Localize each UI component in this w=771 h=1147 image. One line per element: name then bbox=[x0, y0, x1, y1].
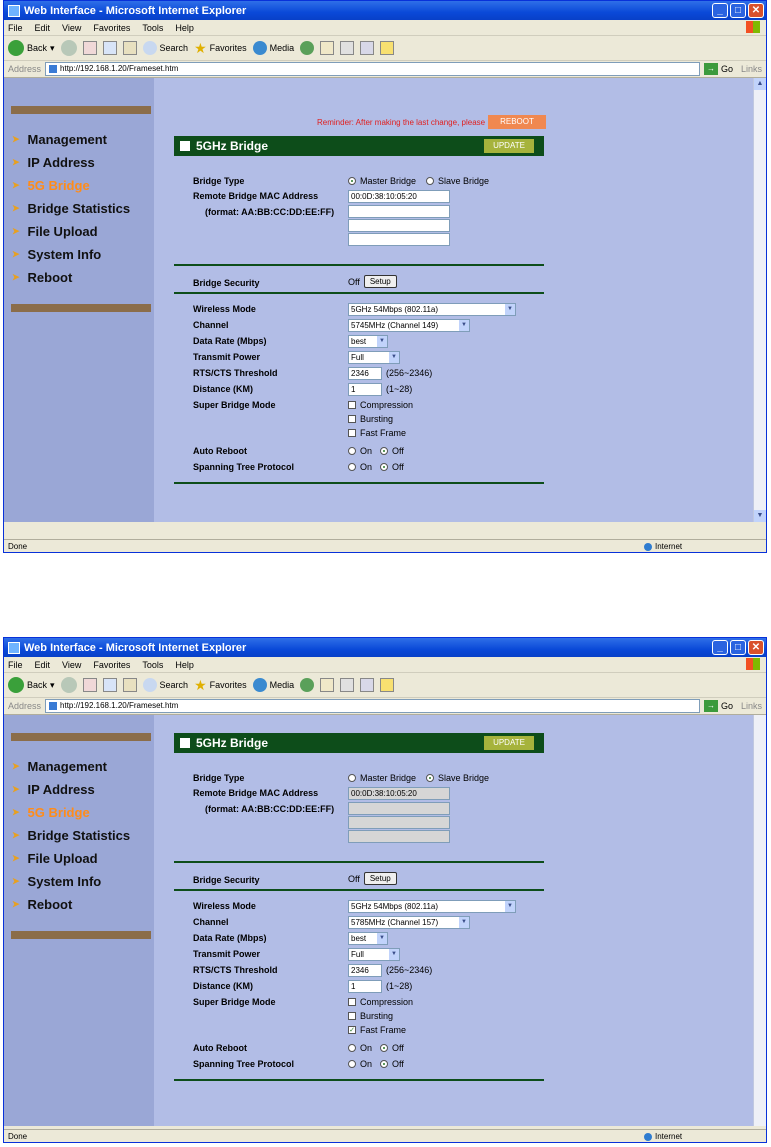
menu-edit[interactable]: Edit bbox=[34, 22, 51, 33]
bursting-option: Bursting bbox=[348, 414, 393, 424]
data-rate-select[interactable]: best ▼ bbox=[348, 932, 388, 945]
arrow-icon: ➤ bbox=[12, 226, 20, 236]
label-mac-format: (format: AA:BB:CC:DD:EE:FF) bbox=[205, 804, 335, 814]
chevron-down-icon: ▼ bbox=[389, 352, 399, 363]
maximize-button[interactable]: □ bbox=[730, 640, 746, 655]
radio-master-bridge[interactable] bbox=[348, 774, 356, 782]
radio-slave-bridge[interactable] bbox=[426, 177, 434, 185]
sidebar-item-management[interactable]: ➤ Management bbox=[12, 759, 108, 774]
windows-logo-icon bbox=[746, 21, 760, 33]
channel-select[interactable]: 5745MHz (Channel 149) ▼ bbox=[348, 319, 470, 332]
radio-stp-off[interactable] bbox=[380, 463, 388, 471]
arrow-icon: ➤ bbox=[12, 134, 20, 144]
setup-button[interactable]: Setup bbox=[364, 872, 397, 885]
close-button[interactable]: ✕ bbox=[748, 640, 764, 655]
transmit-power-select[interactable]: Full ▼ bbox=[348, 948, 400, 961]
label-data-rate: Data Rate (Mbps) bbox=[193, 933, 267, 943]
arrow-icon: ➤ bbox=[12, 180, 20, 190]
label-channel: Channel bbox=[193, 320, 229, 330]
distance-range: (1~28) bbox=[386, 981, 413, 991]
back-arrow-icon bbox=[8, 677, 24, 693]
home-icon[interactable] bbox=[123, 678, 137, 692]
security-status: Off bbox=[348, 873, 360, 884]
rts-input[interactable]: 2346 bbox=[348, 367, 382, 380]
bridge-security-control bbox=[348, 275, 397, 288]
label-bridge-type: Bridge Type bbox=[193, 773, 245, 783]
menu-help[interactable]: Help bbox=[175, 659, 194, 670]
arrow-icon: ➤ bbox=[12, 807, 20, 817]
arrow-icon: ➤ bbox=[12, 876, 20, 886]
compression-checkbox[interactable] bbox=[348, 401, 356, 409]
search-button[interactable]: Search bbox=[143, 41, 189, 55]
go-button[interactable]: → Go bbox=[704, 700, 733, 712]
favorites-button[interactable]: ★ Favorites bbox=[194, 39, 247, 56]
mail-icon[interactable] bbox=[320, 678, 334, 692]
chevron-down-icon: ▼ bbox=[459, 320, 469, 331]
menu-bar bbox=[4, 657, 766, 673]
rts-range: (256~2346) bbox=[386, 368, 433, 378]
label-rts: RTS/CTS Threshold bbox=[193, 965, 278, 975]
menu-help[interactable]: Help bbox=[175, 22, 194, 33]
favorites-button[interactable]: ★ Favorites bbox=[194, 676, 247, 693]
chevron-down-icon: ▼ bbox=[377, 336, 387, 347]
chevron-down-icon: ▼ bbox=[459, 917, 469, 928]
star-icon: ★ bbox=[194, 39, 207, 56]
scroll-down-icon[interactable]: ▼ bbox=[754, 510, 766, 522]
sidebar-divider bbox=[11, 106, 151, 114]
forward-button[interactable] bbox=[61, 40, 77, 56]
fast-frame-option: Fast Frame bbox=[348, 428, 406, 438]
mac-address-input-3[interactable] bbox=[348, 816, 450, 829]
home-icon[interactable] bbox=[123, 41, 137, 55]
sidebar-item-system-info[interactable]: ➤ System Info bbox=[12, 247, 102, 262]
browser-window-2 bbox=[3, 637, 767, 1143]
mac-address-input-4[interactable] bbox=[348, 830, 450, 843]
security-status: Off bbox=[348, 276, 360, 287]
arrow-icon: ➤ bbox=[12, 157, 20, 167]
back-button[interactable]: Back ▾ bbox=[8, 40, 55, 56]
sidebar-item-file-upload[interactable]: ➤ File Upload bbox=[12, 224, 98, 239]
arrow-icon: ➤ bbox=[12, 203, 20, 213]
label-distance: Distance (KM) bbox=[193, 384, 254, 394]
label-super-bridge: Super Bridge Mode bbox=[193, 997, 276, 1007]
label-remote-mac: Remote Bridge MAC Address bbox=[193, 191, 319, 201]
sidebar-divider bbox=[11, 304, 151, 312]
arrow-icon: ➤ bbox=[12, 761, 20, 771]
menu-tools[interactable]: Tools bbox=[142, 22, 164, 33]
mail-icon[interactable] bbox=[320, 41, 334, 55]
toolbar bbox=[4, 36, 766, 61]
menu-file[interactable]: File bbox=[8, 22, 23, 33]
data-rate-select[interactable]: best ▼ bbox=[348, 335, 388, 348]
vertical-scrollbar[interactable] bbox=[753, 715, 766, 1126]
update-button[interactable]: UPDATE bbox=[484, 736, 534, 750]
menu-file[interactable]: File bbox=[8, 659, 23, 670]
main-panel bbox=[154, 715, 754, 1126]
sidebar-item-file-upload[interactable]: ➤ File Upload bbox=[12, 851, 98, 866]
section-header bbox=[174, 136, 544, 156]
label-stp: Spanning Tree Protocol bbox=[193, 1059, 295, 1069]
go-button[interactable]: → Go bbox=[704, 63, 733, 75]
search-icon bbox=[143, 678, 157, 692]
label-channel: Channel bbox=[193, 917, 229, 927]
arrow-icon: ➤ bbox=[12, 830, 20, 840]
bridge-icon bbox=[180, 738, 190, 748]
label-transmit-power: Transmit Power bbox=[193, 352, 261, 362]
address-input[interactable]: http://192.168.1.20/Frameset.htm bbox=[45, 699, 700, 713]
radio-auto-reboot-off[interactable] bbox=[380, 447, 388, 455]
media-icon bbox=[253, 41, 267, 55]
fast-frame-checkbox[interactable] bbox=[348, 429, 356, 437]
compression-checkbox[interactable] bbox=[348, 998, 356, 1006]
maximize-button[interactable]: □ bbox=[730, 3, 746, 18]
chevron-down-icon: ▼ bbox=[377, 933, 387, 944]
minimize-button[interactable]: _ bbox=[712, 640, 728, 655]
toolbar bbox=[4, 673, 766, 698]
arrow-icon: ➤ bbox=[12, 784, 20, 794]
sidebar-item-ip-address[interactable]: ➤ IP Address bbox=[12, 155, 95, 170]
wireless-mode-select[interactable]: 5GHz 54Mbps (802.11a) ▼ bbox=[348, 900, 516, 913]
links-label[interactable]: Links bbox=[740, 64, 762, 74]
edit-icon[interactable] bbox=[360, 678, 374, 692]
menu-view[interactable]: View bbox=[62, 22, 82, 33]
browser-window-1 bbox=[3, 0, 767, 553]
page-content bbox=[4, 78, 766, 522]
address-input[interactable]: http://192.168.1.20/Frameset.htm bbox=[45, 62, 700, 76]
menu-edit[interactable]: Edit bbox=[34, 659, 51, 670]
menu-favorites[interactable]: Favorites bbox=[93, 659, 131, 670]
label-stp: Spanning Tree Protocol bbox=[193, 462, 295, 472]
sidebar bbox=[4, 715, 154, 1126]
sidebar-item-system-info[interactable]: ➤ System Info bbox=[12, 874, 102, 889]
radio-stp-off[interactable] bbox=[380, 1060, 388, 1068]
sidebar-divider bbox=[11, 733, 151, 741]
mac-address-input-2[interactable] bbox=[348, 205, 450, 218]
history-icon[interactable] bbox=[300, 41, 314, 55]
print-icon[interactable] bbox=[340, 678, 354, 692]
globe-icon bbox=[644, 1133, 652, 1141]
links-label[interactable]: Links bbox=[740, 701, 762, 711]
bursting-checkbox[interactable] bbox=[348, 1012, 356, 1020]
label-bridge-security: Bridge Security bbox=[193, 278, 260, 288]
sidebar-item-ip-address[interactable]: ➤ IP Address bbox=[12, 782, 95, 797]
auto-reboot-options: On Off bbox=[348, 1043, 404, 1053]
fast-frame-checkbox[interactable]: ✓ bbox=[349, 1027, 355, 1034]
refresh-icon[interactable] bbox=[103, 678, 117, 692]
windows-logo-icon bbox=[746, 658, 760, 670]
address-bar bbox=[4, 698, 766, 715]
wireless-settings bbox=[174, 292, 544, 502]
label-remote-mac: Remote Bridge MAC Address bbox=[193, 788, 319, 798]
distance-input[interactable]: 1 bbox=[348, 980, 382, 993]
refresh-icon[interactable] bbox=[103, 41, 117, 55]
scroll-up-icon[interactable]: ▲ bbox=[754, 78, 766, 90]
bridge-type-options: Master Bridge Slave Bridge bbox=[348, 176, 489, 186]
sidebar-item-bridge-statistics[interactable]: ➤ Bridge Statistics bbox=[12, 828, 131, 843]
section-title: 5GHz Bridge bbox=[196, 139, 269, 153]
label-bridge-security: Bridge Security bbox=[193, 875, 260, 885]
sidebar-item-bridge-statistics[interactable]: ➤ Bridge Statistics bbox=[12, 201, 131, 216]
globe-icon bbox=[644, 543, 652, 551]
window-title: Web Interface - Microsoft Internet Explorer bbox=[24, 641, 247, 654]
title-bar bbox=[4, 1, 766, 20]
sidebar-item-5g-bridge[interactable]: ➤ 5G Bridge bbox=[12, 178, 90, 193]
rts-range: (256~2346) bbox=[386, 965, 433, 975]
go-arrow-icon: → bbox=[704, 700, 718, 712]
section-title: 5GHz Bridge bbox=[196, 736, 269, 750]
radio-auto-reboot-on[interactable] bbox=[348, 1044, 356, 1052]
arrow-icon: ➤ bbox=[12, 249, 20, 259]
mac-address-input-1[interactable]: 00:0D:38:10:05:20 bbox=[348, 190, 450, 203]
menu-tools[interactable]: Tools bbox=[142, 659, 164, 670]
mac-address-input-1[interactable]: 00:0D:38:10:05:20 bbox=[348, 787, 450, 800]
label-auto-reboot: Auto Reboot bbox=[193, 446, 247, 456]
zone-indicator: Internet bbox=[644, 542, 682, 551]
sidebar-item-reboot[interactable]: ➤ Reboot bbox=[12, 897, 73, 912]
vertical-scrollbar[interactable] bbox=[753, 78, 766, 522]
radio-auto-reboot-on[interactable] bbox=[348, 447, 356, 455]
compression-option: Compression bbox=[348, 400, 413, 410]
label-data-rate: Data Rate (Mbps) bbox=[193, 336, 267, 346]
section-header bbox=[174, 733, 544, 753]
zone-indicator: Internet bbox=[644, 1132, 682, 1141]
arrow-icon: ➤ bbox=[12, 853, 20, 863]
label-auto-reboot: Auto Reboot bbox=[193, 1043, 247, 1053]
label-wireless-mode: Wireless Mode bbox=[193, 304, 256, 314]
main-panel bbox=[154, 78, 754, 522]
bridge-icon bbox=[180, 141, 190, 151]
messenger-icon[interactable] bbox=[380, 41, 394, 55]
distance-input[interactable]: 1 bbox=[348, 383, 382, 396]
label-mac-format: (format: AA:BB:CC:DD:EE:FF) bbox=[205, 207, 335, 217]
media-button[interactable]: Media bbox=[253, 41, 295, 55]
close-button[interactable]: ✕ bbox=[748, 3, 764, 18]
status-text: Done bbox=[8, 1132, 28, 1141]
sidebar-item-reboot[interactable]: ➤ Reboot bbox=[12, 270, 73, 285]
mac-address-input-3[interactable] bbox=[348, 219, 450, 232]
label-distance: Distance (KM) bbox=[193, 981, 254, 991]
sidebar-item-management[interactable]: ➤ Management bbox=[12, 132, 108, 147]
menu-bar bbox=[4, 20, 766, 36]
setup-button[interactable]: Setup bbox=[364, 275, 397, 288]
back-button[interactable]: Back ▾ bbox=[8, 677, 55, 693]
radio-auto-reboot-off[interactable] bbox=[380, 1044, 388, 1052]
radio-stp-on[interactable] bbox=[348, 1060, 356, 1068]
sidebar bbox=[4, 78, 154, 522]
fast-frame-option: ✓ Fast Frame bbox=[349, 1025, 407, 1035]
menu-view[interactable]: View bbox=[62, 659, 82, 670]
menu-favorites[interactable]: Favorites bbox=[93, 22, 131, 33]
minimize-button[interactable]: _ bbox=[712, 3, 728, 18]
stp-options: On Off bbox=[348, 1059, 404, 1069]
label-rts: RTS/CTS Threshold bbox=[193, 368, 278, 378]
star-icon: ★ bbox=[194, 676, 207, 693]
bridge-type-options: Master Bridge Slave Bridge bbox=[348, 773, 489, 783]
status-bar bbox=[4, 1129, 766, 1143]
status-text: Done bbox=[8, 542, 28, 551]
transmit-power-select[interactable]: Full ▼ bbox=[348, 351, 400, 364]
reminder-text: Reminder: After making the last change, please bbox=[317, 118, 486, 127]
wireless-settings bbox=[174, 889, 544, 1089]
edit-icon[interactable] bbox=[360, 41, 374, 55]
stop-icon[interactable] bbox=[83, 41, 97, 55]
reboot-button[interactable]: REBOOT bbox=[488, 115, 546, 129]
stp-options: On Off bbox=[348, 462, 404, 472]
search-button[interactable]: Search bbox=[143, 678, 189, 692]
arrow-icon: ➤ bbox=[12, 899, 20, 909]
chevron-down-icon: ▼ bbox=[505, 304, 515, 315]
bridge-security-control bbox=[348, 872, 397, 885]
messenger-icon[interactable] bbox=[380, 678, 394, 692]
status-bar bbox=[4, 539, 766, 553]
bursting-option: Bursting bbox=[348, 1011, 393, 1021]
stop-icon[interactable] bbox=[83, 678, 97, 692]
address-label: Address bbox=[8, 701, 42, 711]
rts-input[interactable]: 2346 bbox=[348, 964, 382, 977]
ie-icon bbox=[8, 5, 20, 17]
update-button[interactable]: UPDATE bbox=[484, 139, 534, 153]
auto-reboot-options: On Off bbox=[348, 446, 404, 456]
window-title: Web Interface - Microsoft Internet Explorer bbox=[24, 4, 247, 17]
channel-select[interactable]: 5785MHz (Channel 157) ▼ bbox=[348, 916, 470, 929]
page-content bbox=[4, 715, 766, 1126]
media-button[interactable]: Media bbox=[253, 678, 295, 692]
go-arrow-icon: → bbox=[704, 63, 718, 75]
address-label: Address bbox=[8, 64, 42, 74]
label-wireless-mode: Wireless Mode bbox=[193, 901, 256, 911]
mac-address-input-4[interactable] bbox=[348, 233, 450, 246]
radio-master-bridge[interactable] bbox=[348, 177, 356, 185]
settings-form-2 bbox=[174, 861, 544, 891]
mac-address-input-2[interactable] bbox=[348, 802, 450, 815]
sidebar-item-5g-bridge[interactable]: ➤ 5G Bridge bbox=[12, 805, 90, 820]
media-icon bbox=[253, 678, 267, 692]
history-icon[interactable] bbox=[300, 678, 314, 692]
ie-icon bbox=[8, 642, 20, 654]
search-icon bbox=[143, 41, 157, 55]
label-super-bridge: Super Bridge Mode bbox=[193, 400, 276, 410]
sidebar-divider bbox=[11, 931, 151, 939]
chevron-down-icon: ▼ bbox=[505, 901, 515, 912]
label-bridge-type: Bridge Type bbox=[193, 176, 245, 186]
wireless-mode-select[interactable]: 5GHz 54Mbps (802.11a) ▼ bbox=[348, 303, 516, 316]
address-bar bbox=[4, 61, 766, 78]
section-divider bbox=[174, 482, 544, 484]
label-transmit-power: Transmit Power bbox=[193, 949, 261, 959]
title-bar bbox=[4, 638, 766, 657]
compression-option: Compression bbox=[348, 997, 413, 1007]
arrow-icon: ➤ bbox=[12, 272, 20, 282]
radio-stp-on[interactable] bbox=[348, 463, 356, 471]
chevron-down-icon: ▼ bbox=[389, 949, 399, 960]
distance-range: (1~28) bbox=[386, 384, 413, 394]
print-icon[interactable] bbox=[340, 41, 354, 55]
back-arrow-icon bbox=[8, 40, 24, 56]
forward-button[interactable] bbox=[61, 677, 77, 693]
radio-slave-bridge[interactable] bbox=[426, 774, 434, 782]
section-divider bbox=[174, 1079, 544, 1081]
bursting-checkbox[interactable] bbox=[348, 415, 356, 423]
